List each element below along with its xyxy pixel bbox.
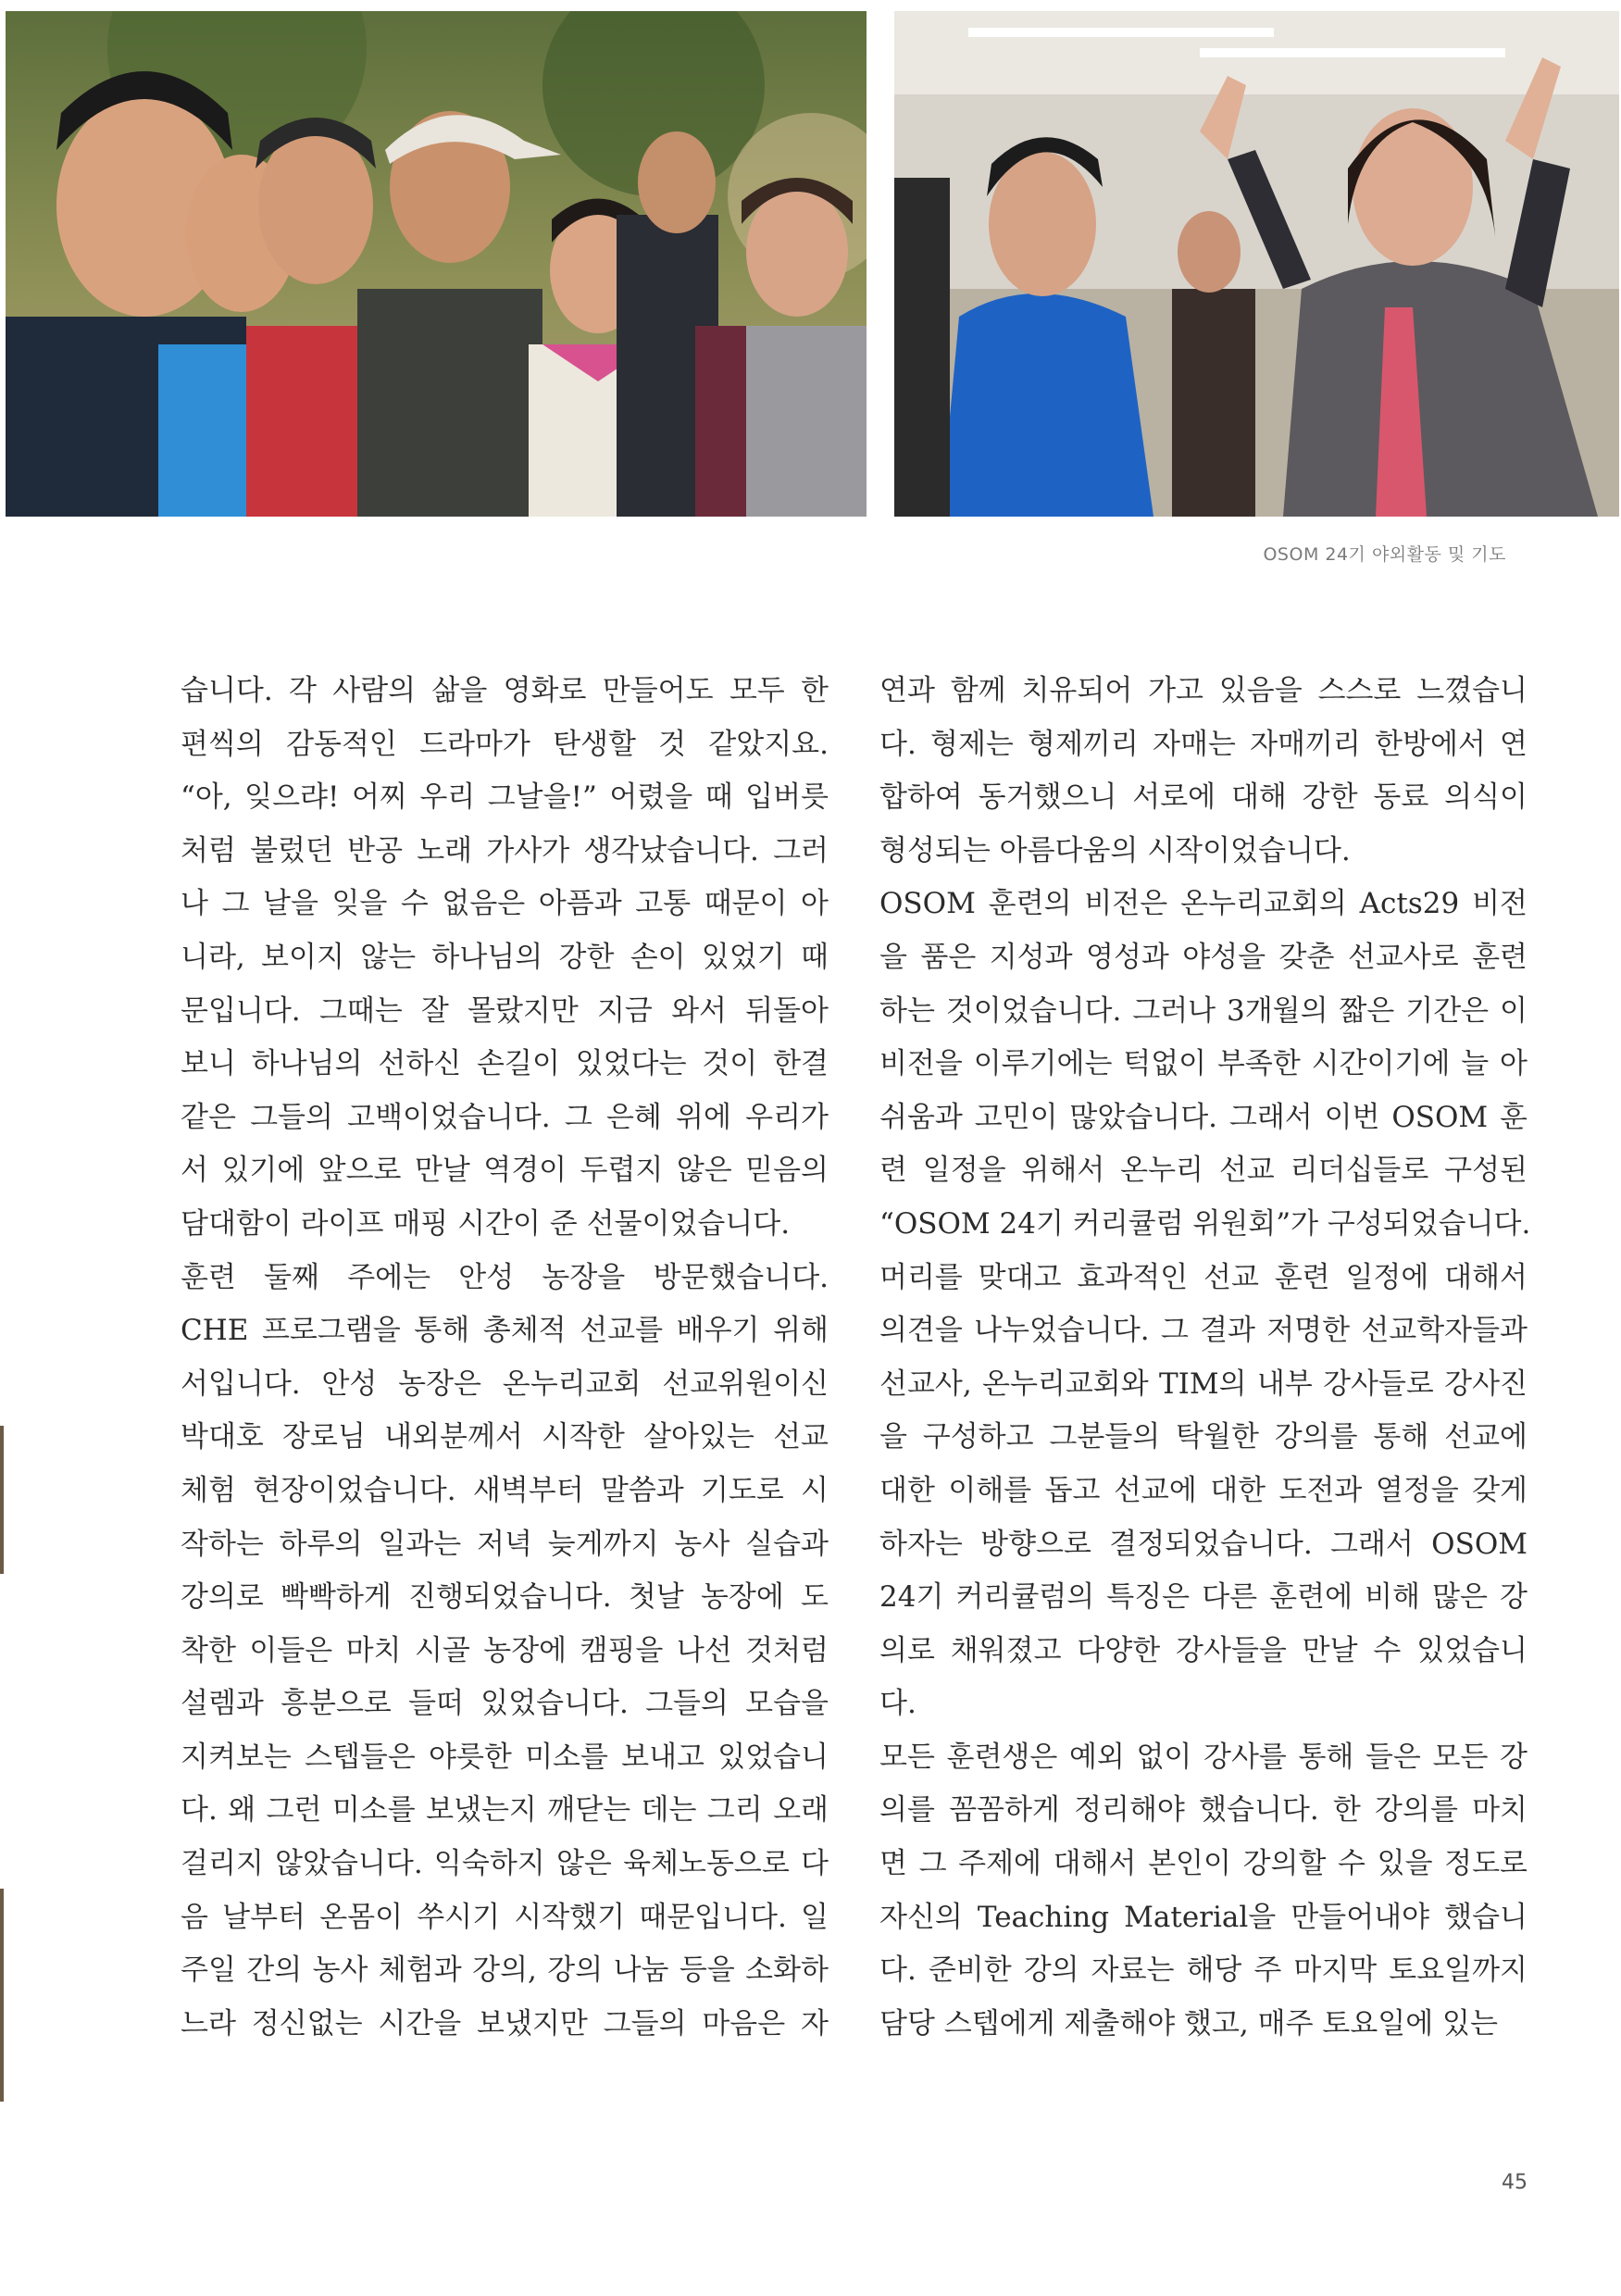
text-line: 음 날부터 온몸이 쑤시기 시작했기 때문입니다. 일 bbox=[181, 1900, 829, 1934]
text-line: 느라 정신없는 시간을 보냈지만 그들의 마음은 자 bbox=[181, 2006, 829, 2040]
text-line: 다. 형제는 형제끼리 자매는 자매끼리 한방에서 연 bbox=[879, 727, 1527, 761]
text-line: 다. 준비한 강의 자료는 해당 주 마지막 토요일까지 bbox=[879, 1953, 1527, 1988]
text-line: 서 있기에 앞으로 만날 역경이 두렵지 않은 믿음의 bbox=[181, 1154, 829, 1188]
text-column-left bbox=[181, 665, 829, 2051]
text-line: 습니다. 각 사람의 삶을 영화로 만들어도 모두 한 bbox=[181, 674, 829, 707]
text-line: 선교사, 온누리교회와 TIM의 내부 강사들로 강사진 bbox=[879, 1366, 1527, 1401]
text-line: 설렘과 흥분으로 들떠 있었습니다. 그들의 모습을 bbox=[181, 1687, 829, 1721]
text-line: 담당 스텝에게 제출해야 했고, 매주 토요일에 있는 bbox=[879, 2006, 1498, 2040]
text-line: 연과 함께 치유되어 가고 있음을 스스로 느꼈습니 bbox=[879, 674, 1527, 707]
text-line: 편씩의 감동적인 드라마가 탄생할 것 같았지요. bbox=[181, 727, 829, 761]
text-line: 주일 간의 농사 체험과 강의, 강의 나눔 등을 소화하 bbox=[181, 1953, 829, 1988]
text-line: 보니 하나님의 선하신 손길이 있었다는 것이 한결 bbox=[181, 1047, 829, 1081]
text-line: 니라, 보이지 않는 하나님의 강한 손이 있었기 때 bbox=[181, 940, 829, 974]
text-line: 모든 훈련생은 예외 없이 강사를 통해 들은 모든 강 bbox=[879, 1740, 1527, 1774]
text-line: 처럼 불렀던 반공 노래 가사가 생각났습니다. 그러 bbox=[181, 833, 829, 867]
text-line: 같은 그들의 고백이었습니다. 그 은혜 위에 우리가 bbox=[181, 1100, 829, 1134]
photo-caption: OSOM 24기 야외활동 및 기도 bbox=[1263, 544, 1506, 565]
text-line: 대한 이해를 돕고 선교에 대한 도전과 열정을 갖게 bbox=[879, 1473, 1527, 1507]
text-line: 작하는 하루의 일과는 저녁 늦게까지 농사 실습과 bbox=[181, 1527, 829, 1561]
text-line: 다. bbox=[879, 1687, 916, 1721]
text-line: 담대함이 라이프 매핑 시간이 준 선물이었습니다. bbox=[181, 1206, 791, 1241]
text-line: OSOM 훈련의 비전은 온누리교회의 Acts29 비전 bbox=[879, 887, 1527, 921]
text-line: “OSOM 24기 커리큘럼 위원회”가 구성되었습니다. bbox=[879, 1206, 1531, 1241]
text-line: 면 그 주제에 대해서 본인이 강의할 수 있을 정도로 bbox=[879, 1847, 1527, 1881]
text-line: 훈련 둘째 주에는 안성 농장을 방문했습니다. bbox=[181, 1260, 829, 1294]
text-line: 합하여 동거했으니 서로에 대해 강한 동료 의식이 bbox=[879, 780, 1527, 815]
photo-prayer bbox=[894, 11, 1619, 517]
prayer-photo-icon bbox=[894, 11, 1619, 517]
text-line: 24기 커리큘럼의 특징은 다른 훈련에 비해 많은 강 bbox=[879, 1580, 1527, 1615]
text-line: 착한 이들은 마치 시골 농장에 캠핑을 나선 것처럼 bbox=[181, 1633, 829, 1667]
text-line: 머리를 맞대고 효과적인 선교 훈련 일정에 대해서 bbox=[879, 1260, 1527, 1294]
text-line: 을 품은 지성과 영성과 야성을 갖춘 선교사로 훈련 bbox=[879, 940, 1527, 974]
text-line: 쉬움과 고민이 많았습니다. 그래서 이번 OSOM 훈 bbox=[879, 1100, 1527, 1134]
text-line: 박대호 장로님 내외분께서 시작한 살아있는 선교 bbox=[181, 1420, 829, 1454]
photo-outdoor-group bbox=[6, 11, 867, 517]
text-line: 형성되는 아름다움의 시작이었습니다. bbox=[879, 833, 1351, 867]
text-line: CHE 프로그램을 통해 총체적 선교를 배우기 위해 bbox=[181, 1314, 829, 1348]
text-line: 의를 꼼꼼하게 정리해야 했습니다. 한 강의를 마치 bbox=[879, 1793, 1527, 1828]
text-line: 나 그 날을 잊을 수 없음은 아픔과 고통 때문이 아 bbox=[181, 887, 829, 921]
text-line: 련 일정을 위해서 온누리 선교 리더십들로 구성된 bbox=[879, 1154, 1527, 1188]
page-number: 45 bbox=[1502, 2171, 1527, 2194]
text-line: 의로 채워졌고 다양한 강사들을 만날 수 있었습니 bbox=[879, 1633, 1527, 1667]
text-line: 서입니다. 안성 농장은 온누리교회 선교위원이신 bbox=[181, 1366, 829, 1401]
text-line: 하자는 방향으로 결정되었습니다. 그래서 OSOM bbox=[879, 1527, 1527, 1561]
page-edge-mark bbox=[0, 1889, 4, 2102]
group-photo-icon bbox=[6, 11, 867, 517]
text-column-right bbox=[879, 665, 1531, 2051]
text-line: 체험 현장이었습니다. 새벽부터 말씀과 기도로 시 bbox=[181, 1473, 829, 1507]
text-line: 강의로 빡빡하게 진행되었습니다. 첫날 농장에 도 bbox=[181, 1580, 829, 1615]
text-line: 지켜보는 스텝들은 야릇한 미소를 보내고 있었습니 bbox=[181, 1740, 829, 1774]
text-line: “아, 잊으랴! 어찌 우리 그날을!” 어렸을 때 입버릇 bbox=[181, 780, 829, 815]
page-edge-mark bbox=[0, 1426, 4, 1574]
text-line: 걸리지 않았습니다. 익숙하지 않은 육체노동으로 다 bbox=[181, 1847, 829, 1881]
text-line: 문입니다. 그때는 잘 몰랐지만 지금 와서 뒤돌아 bbox=[181, 993, 829, 1028]
text-line: 비전을 이루기에는 턱없이 부족한 시간이기에 늘 아 bbox=[879, 1047, 1527, 1081]
text-line: 다. 왜 그런 미소를 보냈는지 깨닫는 데는 그리 오래 bbox=[181, 1793, 829, 1828]
text-line: 을 구성하고 그분들의 탁월한 강의를 통해 선교에 bbox=[879, 1420, 1527, 1454]
text-line: 자신의 Teaching Material을 만들어내야 했습니 bbox=[879, 1900, 1527, 1934]
text-line: 의견을 나누었습니다. 그 결과 저명한 선교학자들과 bbox=[879, 1314, 1527, 1348]
text-line: 하는 것이었습니다. 그러나 3개월의 짧은 기간은 이 bbox=[879, 993, 1527, 1028]
